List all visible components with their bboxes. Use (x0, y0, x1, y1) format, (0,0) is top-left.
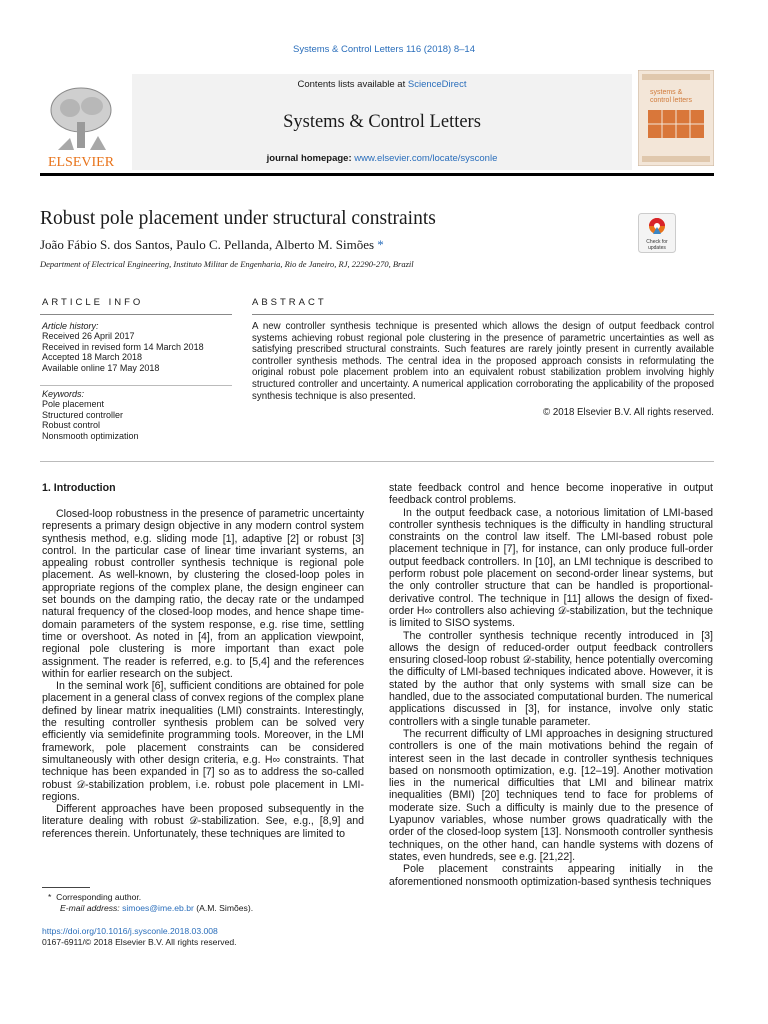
article-title: Robust pole placement under structural constraints (40, 208, 436, 229)
doi-link[interactable]: https://doi.org/10.1016/j.sysconle.2018.03.008 (42, 926, 218, 936)
right-column (389, 482, 713, 888)
svg-text:ELSEVIER: ELSEVIER (47, 155, 115, 170)
keywords-label: Keywords: (42, 389, 85, 399)
author-list: João Fábio S. dos Santos, Paulo C. Pellanda, Alberto M. Simões (40, 237, 375, 252)
journal-cover-thumbnail (638, 70, 714, 166)
footnote-rule (42, 887, 90, 888)
corresponding-author-mark[interactable]: * (377, 237, 384, 252)
keyword-item: Pole placement (42, 399, 105, 410)
paragraph: In the output feedback case, a notorious limitation of LMI-based controller synthesis techniques is the difficulty in handling structural constraints on the control law itself. The LMI-based robust pole placement technique in [7], for instance, can only produce full-order output feedback controllers. In [10], an LMI technique is described to perform robust pole placement on second-order linear systems, but the only controller structure that can be handled is proportional-derivative control. The technique in [11] allows the design of fixed-order H∞ controllers also achieving 𝒟-stabilization, but the technique is limited to SISO systems. (389, 506, 713, 630)
check-for-updates-badge[interactable] (638, 213, 676, 253)
article-authors (40, 237, 384, 253)
paragraph: Closed-loop robustness in the presence of parametric uncertainty represents a primary design objective in any modern control system synthesis method, e.g. sliding mode [1], adaptive [2] or robust [3] control. In the particular case of linear time invariant systems, an appealing robust controller synthesis technique is regional pole placement. As well-known, by clustering the closed-loop poles in appropriate regions of the complex plane, the design engineer can set bounds on the damping ratio, the decay rate or the undamped natural frequency of the closed-loop modes, and hence shape time-domain parameters of the system response, e.g. rise time, settling time or overshoot. As noted in [4], from an application viewpoint, regional pole clustering is more important than exact pole assignment. The reader is referred, e.g. to [5,4] and the references within for earlier research on the subject. (42, 508, 364, 680)
footnote-corresponding (48, 892, 368, 903)
email-link[interactable]: simoes@ime.eb.br (122, 903, 194, 913)
left-column (42, 508, 364, 840)
affiliation: Department of Electrical Engineering, Instituto Militar de Engenharia, Rio de Janeiro, RJ, 22290-270, Brazil (40, 259, 414, 269)
header-rule (40, 173, 714, 176)
keywords-rule (40, 385, 232, 386)
introduction-heading: 1. Introduction (42, 482, 116, 494)
svg-text:updates: updates (648, 245, 666, 251)
history-label: Article history: (42, 321, 99, 331)
footnote (48, 892, 368, 914)
paragraph: state feedback control and hence become inoperative in output feedback control problems. (389, 482, 713, 507)
article-info-heading: ARTICLE INFO (42, 297, 144, 308)
paragraph: The recurrent difficulty of LMI approaches in designing structured controllers is one of the main motivations behind the regain of interest seen in the last decade in controller synthesis techniques based on nonsmooth optimization, e.g. [12–19]. Another motivation lies in the numerical difficulties that LMI and bilinear matrix inequalities (BMI) [20] techniques tend to face for problems of moderate size. Such a difficulty is mainly due to the presence of Lyapunov variables, whose number grows quadratically with the order of the closed-loop system [13]. Nonsmooth controller synthesis techniques, on the other hand, can handle systems with dozens of states, even hundreds, see e.g. [21,22]. (389, 727, 713, 863)
abstract-heading: ABSTRACT (252, 297, 327, 308)
paragraph: The controller synthesis technique recently introduced in [3] allows the design of reduced-order output feedback controllers ensuring closed-loop robust 𝒟-stability, hence potentially overcoming the difficulty of LMI-based techniques indicated above. However, it is stated by the author that only systems with small size can be handled, due to the associated computational burden. The numerical applications discussed in [3], for instance, involve only static controllers with a single tunable parameter. (389, 629, 713, 728)
sciencedirect-link[interactable]: ScienceDirect (407, 79, 467, 90)
paragraph: In the seminal work [6], sufficient conditions are obtained for pole placement in a general class of convex regions of the complex plane defined by linear matrix inequalities (LMI) constraints. Interestingly, the resulting controller synthesis problem can be solved very efficiently via semidefinite programming tools. Moreover, in the LMI framework, pole placement constraints can be considered simultaneously with other design criteria, e.g. H∞ constraints. That technique has been expanded in [7] so as to address the so-called robust 𝒟-stabilization problem, i.e. robust pole placement in LMI-regions. (42, 680, 364, 803)
paragraph: Pole placement constraints appearing initially in the aforementioned nonsmooth optimization-based synthesis techniques (389, 863, 713, 888)
email-label: E-mail address: (60, 903, 120, 913)
abstract-copyright: © 2018 Elsevier B.V. All rights reserved. (542, 407, 714, 418)
footnote-email (48, 903, 368, 914)
homepage-prefix: journal homepage: (266, 153, 352, 164)
abstract-bottom-rule (40, 461, 714, 462)
page-footer (42, 926, 362, 948)
journal-reference[interactable]: Systems & Control Letters 116 (2018) 8–14 (292, 44, 475, 55)
keyword-item: Structured controller (42, 409, 124, 420)
abstract-rule (252, 314, 714, 315)
footnote-mark: * (48, 892, 52, 902)
homepage-link[interactable]: www.elsevier.com/locate/sysconle (354, 153, 498, 164)
history-item: Received in revised form 14 March 2018 (42, 341, 204, 352)
contents-prefix: Contents lists available at (297, 79, 406, 90)
issn-line: 0167-6911/© 2018 Elsevier B.V. All rights reserved. (42, 937, 237, 947)
history-item: Received 26 April 2017 (42, 331, 135, 342)
keywords (42, 389, 232, 441)
keyword-item: Robust control (42, 420, 101, 431)
article-history (42, 321, 232, 373)
contents-line (132, 79, 632, 90)
history-item: Available online 17 May 2018 (42, 362, 160, 373)
abstract-text: A new controller synthesis technique is presented which allows the design of output feedback control systems achieving robust regional pole clustering in the presence of parametric uncertainties as well as satisfying prescribed structural constraints. Such features are rarely jointly present in currently available controller synthesis methods. The central idea in the proposed approach consists in reformulating the original robust pole placement problem into an equivalent robust stabilization problem involving highly structured controller and uncertainty. A numerical application corroborating the applicability of the proposed synthesis technique is also presented. (252, 321, 714, 402)
paragraph: Different approaches have been proposed subsequently in the literature dealing with robust 𝒟-stabilization. See, e.g., [8,9] and references therein. Unfortunately, these techniques are limited to (42, 803, 364, 840)
email-name: (A.M. Simões). (196, 903, 254, 913)
svg-text:systems &: systems & (650, 89, 683, 96)
homepage-line (132, 153, 632, 164)
journal-banner (40, 70, 714, 174)
info-rule (40, 314, 232, 315)
crossmark-icon (638, 213, 676, 253)
journal-name: Systems & Control Letters (283, 112, 481, 132)
banner-center (132, 74, 632, 170)
footnote-corresponding-text: Corresponding author. (56, 892, 142, 902)
keyword-item: Nonsmooth optimization (42, 430, 139, 441)
history-item: Accepted 18 March 2018 (42, 352, 143, 363)
elsevier-logo (40, 78, 122, 170)
svg-text:control letters: control letters (650, 97, 693, 104)
svg-text:Check for: Check for (646, 239, 668, 245)
